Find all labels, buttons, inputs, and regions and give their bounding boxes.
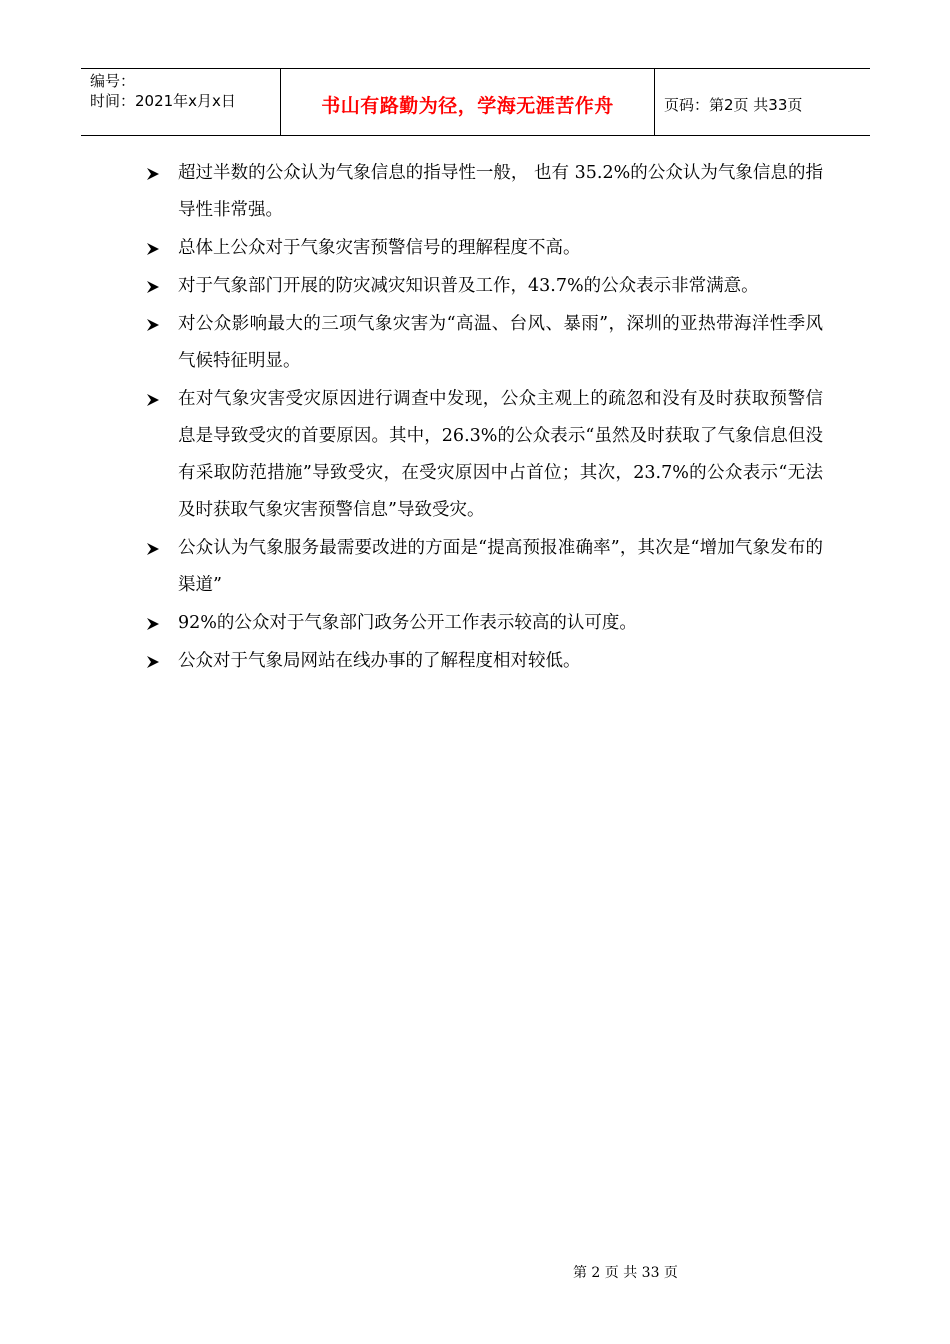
list-item-text: 公众对于气象局网站在线办事的了解程度相对较低。 [178, 651, 581, 671]
document-header [81, 68, 870, 136]
document-number-label: 编号： [90, 72, 136, 90]
list-item [143, 643, 823, 680]
arrowhead-bullet-icon [144, 155, 162, 192]
list-item [143, 268, 823, 305]
header-meta-cell [81, 69, 281, 135]
arrowhead-bullet-icon [144, 230, 162, 267]
header-page-info: 页码：第2页 共33页 [664, 95, 803, 114]
list-item-text: 公众认为气象服务最需要改进的方面是“提高预报准确率”，其次是“增加气象发布的渠道” [178, 538, 823, 595]
list-item-text: 总体上公众对于气象灾害预警信号的理解程度不高。 [178, 238, 581, 258]
list-item [143, 306, 823, 380]
arrowhead-bullet-icon [144, 306, 162, 343]
arrowhead-bullet-icon [144, 605, 162, 642]
list-item-text: 92%的公众对于气象部门政务公开工作表示较高的认可度。 [178, 613, 637, 633]
list-item-text: 对于气象部门开展的防灾减灾知识普及工作，43.7%的公众表示非常满意。 [178, 276, 759, 296]
list-item-text: 超过半数的公众认为气象信息的指导性一般， 也有 35.2%的公众认为气象信息的指导性非常强。 [178, 163, 823, 220]
list-item [143, 230, 823, 267]
list-item-text: 在对气象灾害受灾原因进行调查中发现，公众主观上的疏忽和没有及时获取预警信息是导致受灾的首要原因。其中，26.3%的公众表示“虽然及时获取了气象信息但没有采取防范措施”导致受灾，在受灾原因中占首位；其次，23.7%的公众表示“无法及时获取气象灾害预警信息”导致受灾。 [178, 389, 823, 520]
arrowhead-bullet-icon [144, 643, 162, 680]
list-item [143, 381, 823, 529]
header-page-cell [655, 69, 870, 135]
list-item [143, 605, 823, 642]
page-footer [0, 1246, 950, 1282]
arrowhead-bullet-icon [144, 381, 162, 418]
list-item-text: 对公众影响最大的三项气象灾害为“高温、台风、暴雨”，深圳的亚热带海洋性季风气候特征明显。 [178, 314, 823, 371]
footer-page-number: 第 2 页 共 33 页 [572, 1265, 678, 1281]
document-time-label: 时间：2021年x月x日 [90, 92, 236, 110]
arrowhead-bullet-icon [144, 530, 162, 567]
header-motto-cell [281, 69, 655, 135]
list-item [143, 155, 823, 229]
findings-list [143, 155, 823, 681]
list-item [143, 530, 823, 604]
arrowhead-bullet-icon [144, 268, 162, 305]
header-motto: 书山有路勤为径，学海无涯苦作舟 [321, 94, 614, 117]
